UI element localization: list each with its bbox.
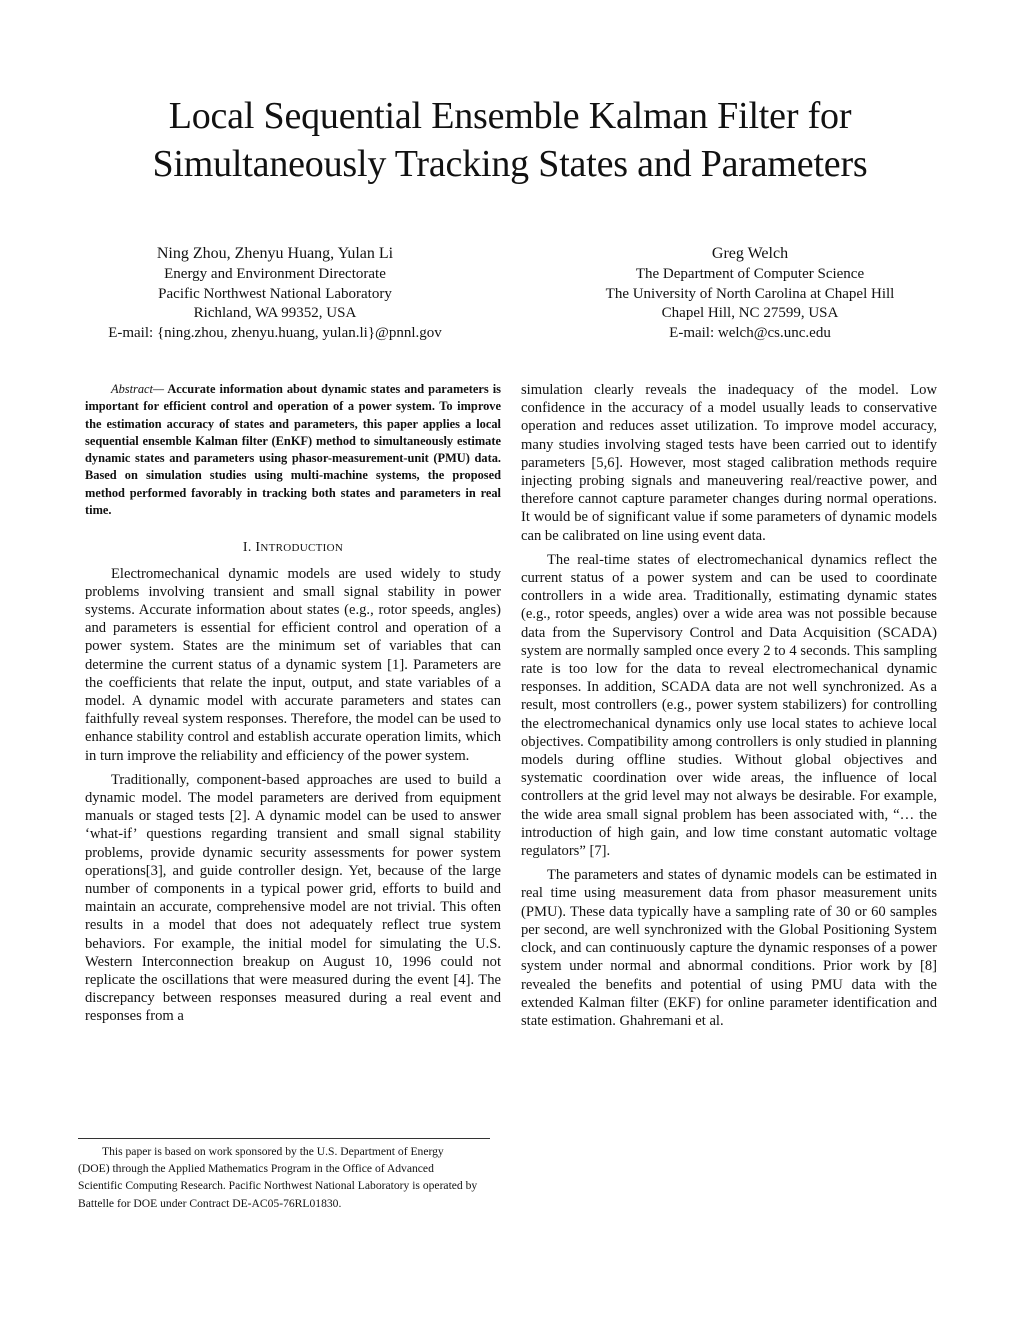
author-block-2 [530, 242, 970, 343]
author-email: E-mail: welch@cs.unc.edu [669, 324, 831, 341]
paper-title [60, 92, 960, 188]
body-paragraph: The parameters and states of dynamic models can be estimated in real time using measurement data from phasor measurement units (PMU). These data typically have a sampling rate of 30 or 60 samples per second, are well synchronized with the Global Positioning System clock, and can continuously capture the dynamic responses of a power system under normal and abnormal conditions. Prior work by [8] revealed the benefits and potential of using PMU data with the extended Kalman filter (EKF) for online parameter identification and state estimation. Ghahremani et al. [521, 867, 937, 1029]
title-line-2: Simultaneously Tracking States and Parameters [152, 143, 868, 185]
author-address: Chapel Hill, NC 27599, USA [661, 305, 839, 321]
footnote-divider [78, 1138, 490, 1139]
section-title-rest: NTRODUCTION [260, 542, 344, 555]
author-block-1 [60, 242, 490, 343]
author-names: Greg Welch [711, 245, 789, 262]
footnote-text: This paper is based on work sponsored by the U.S. Department of Energy (DOE) through the Applied Mathematics Program in the Office of Advanced Scientific Computing Research. Pacific Northwest National Laboratory is operated by Battelle for DOE under Contract DE-AC05-76RL01830. [78, 1145, 478, 1210]
section-initial: I [255, 540, 261, 556]
abstract-dash: — [153, 382, 165, 396]
body-paragraph: Electromechanical dynamic models are used widely to study problems involving transient and small signal stability in power systems. Accurate information about states (e.g., rotor speeds, angles) and parameters is essential for efficient control and operation of a power system. States are the minimum set of variables that can determine the current status of a dynamic system [1]. Parameters are the coefficients that relate the input, output, and state variables of a model. A dynamic model with accurate parameters and states can faithfully reveal system responses. Therefore, the model can be used to enhance stability control and establish accurate operation limits, which in turn improve the reliability and efficiency of the power system. [85, 565, 501, 764]
author-affiliation: The University of North Carolina at Chapel Hill [605, 285, 895, 302]
author-names: Ning Zhou, Zhenyu Huang, Yulan Li [156, 245, 394, 262]
author-address: Richland, WA 99352, USA [193, 305, 357, 321]
footnote [78, 1143, 478, 1212]
author-affiliation: The Department of Computer Science [635, 266, 865, 282]
abstract-label: Abstract [111, 382, 153, 396]
body-paragraph: simulation clearly reveals the inadequacy of the model. Low confidence in the accuracy of a model usually leads to conservative operation and reduces asset utilization. To improve model accuracy, many studies involving staged tests have been carried out to identify parameters [5,6]. However, most staged calibration methods require injecting probing signals and maneuvering real/reactive power, and therefore cannot capture parameter changes during normal operations. It would be of significant value if some parameters of dynamic models can be calibrated on line using event data. [521, 382, 937, 544]
right-column [521, 381, 937, 1030]
abstract [85, 381, 501, 519]
abstract-text: Accurate information about dynamic states and parameters is important for efficient control and operation of a power system. To improve the estimation accuracy of states and parameters, this paper applies a local sequential ensemble Kalman filter (EnKF) method to simultaneously estimate dynamic states and parameters using phasor-measurement-unit (PMU) data. Based on simulation studies using multi-machine systems, the proposed method performed favorably in tracking both states and parameters in real time. [85, 382, 501, 518]
author-email: E-mail: {ning.zhou, zhenyu.huang, yulan.li}@pnnl.gov [108, 324, 442, 341]
section-number: I. [242, 540, 256, 556]
body-paragraph: The real-time states of electromechanical dynamics reflect the current status of a power system and can be used to coordinate controllers in a wide area. Traditionally, estimating dynamic states (e.g., rotor speeds, angles) over a wide area was not possible because data from the Supervisory Control and Data Acquisition (SCADA) system are normally sampled once every 2 to 4 seconds. This sampling rate is too low for the data to reveal electromechanical dynamic responses. In addition, SCADA data are not well synchronized. As a result, most controllers (e.g., power system stabilizers) for controlling the electromechanical dynamics only use local states to achieve local objectives. Compatibility among controllers is only studied in planning models during offline studies. Without global objectives and systematic coordination over wide areas, the influence of local controllers at the grid level may not always be desirable. For example, the wide area small signal problem has been associated with, “… the introduction of high gain, and low time constant automatic voltage regulators” [7]. [521, 551, 937, 860]
section-heading [85, 539, 501, 557]
left-column [85, 381, 501, 1026]
author-affiliation: Pacific Northwest National Laboratory [158, 285, 392, 302]
author-affiliation: Energy and Environment Directorate [164, 266, 386, 282]
body-paragraph: Traditionally, component-based approaches are used to build a dynamic model. The model parameters are derived from equipment manuals or staged tests [2]. A dynamic model can be used to answer ‘what-if’ questions regarding transient and small signal stability problems, provide dynamic security assessments for power system operations[3], and guide controller design. Yet, because of the large number of components in a typical power grid, efforts to build and maintain an accurate, comprehensive model are not trivial. This often results in a model that does not adequately reflect true system behaviors. For example, the initial model for simulating the U.S. Western Interconnection breakup on August 10, 1996 could not replicate the oscillations that were measured during the event [4]. The discrepancy between responses measured during a real event and responses from a [85, 771, 501, 1025]
title-line-1: Local Sequential Ensemble Kalman Filter for [168, 95, 852, 137]
